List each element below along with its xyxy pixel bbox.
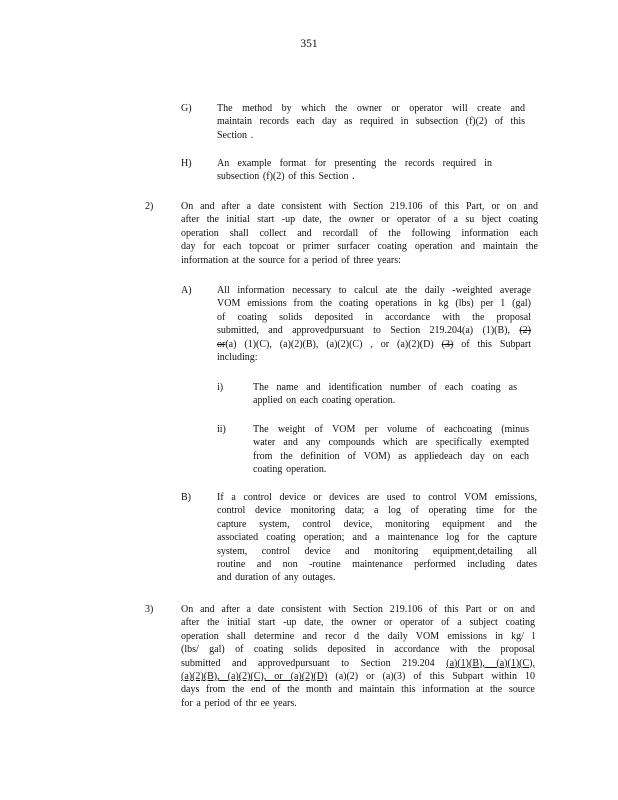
subitem-label-ii: ii) [217, 424, 226, 435]
text-segment: (a) (1)(C), (a)(2)(B), (a)(2)(C) , or (a)(2)(D) [225, 338, 434, 350]
text-line: water and any compounds which are specifically exempted [253, 437, 529, 449]
text-line: of coating solids deposited in accordance with the proposal [217, 311, 531, 323]
subitem-i-text [253, 381, 517, 408]
text-line: An example format for presenting the records required in [217, 158, 492, 169]
text-line: operation shall collect and recordall of the following information each [181, 227, 538, 239]
item-label-h: H) [181, 158, 192, 169]
paragraph-3-text [181, 603, 535, 710]
text-line: maintain records each day as required in subsection (f)(2) of this [217, 116, 525, 128]
text-segment: submitted and approvedpursuant to Section 219.204 [181, 657, 435, 669]
text-line: The weight of VOM per volume of eachcoating (minus [253, 424, 529, 435]
text-line: after the initial start -up date, the owner or operator of a subject coating [181, 617, 535, 629]
text-line: routine and non -routine maintenance performed including dates [217, 559, 537, 571]
text-line: system, control device and monitoring equipment,detailing all [217, 545, 537, 557]
text-line: information at the source for a period of three years: [181, 254, 401, 266]
text-line [217, 324, 531, 337]
struck-text: (2) [519, 325, 532, 337]
text-line: after the initial start -up date, the owner or operator of a su bject coating [181, 214, 538, 226]
text-line: If a control device or devices are used to control VOM emissions, [217, 492, 537, 503]
text-line: The name and identification number of each coating as [253, 382, 517, 393]
text-line: control device monitoring data; a log of operating time for the [217, 505, 537, 517]
text-line: associated coating operation; and a maintenance log for the capture [217, 532, 537, 544]
text-line: (lbs/ gal) of coating solids deposited in accordance with the proposal [181, 644, 535, 656]
text-line: including: [217, 352, 258, 364]
item-label-g: G) [181, 103, 192, 114]
item-h-text [217, 157, 492, 184]
underlined-text: (a)(1)(B), (a)(1)(C), [446, 657, 535, 669]
text-line: from the definition of VOM) as appliedeach day on each [253, 450, 529, 462]
item-g-text [217, 102, 525, 142]
paragraph-label-2: 2) [145, 201, 154, 212]
text-line: On and after a date consistent with Section 219.106 of this Part, or on and [181, 201, 538, 212]
struck-text: (3) [441, 338, 454, 350]
text-line: VOM emissions from the coating operations in kg (lbs) per 1 (gal) [217, 298, 531, 310]
underlined-text: (a)(2)(B), (a)(2)(C), or (a)(2)(D) [181, 671, 328, 683]
item-a-text [217, 284, 531, 364]
item-label-b: B) [181, 492, 191, 503]
page-number: 351 [300, 38, 318, 50]
text-line: days from the end of the month and maintain this information at the source [181, 684, 535, 696]
subitem-label-i: i) [217, 382, 224, 393]
text-line [181, 657, 535, 670]
item-label-a: A) [181, 285, 192, 296]
text-segment: (a)(2) or (a)(3) of this Subpart within 10 [335, 671, 535, 683]
paragraph-2-text [181, 200, 538, 267]
paragraph-label-3: 3) [145, 604, 154, 615]
struck-text: or [217, 338, 226, 350]
text-line: subsection (f)(2) of this Section . [217, 171, 355, 183]
text-line: All information necessary to calcul ate the daily -weighted average [217, 285, 531, 296]
subitem-ii-text [253, 423, 529, 477]
text-line [217, 338, 531, 351]
text-line: applied on each coating operation. [253, 395, 396, 407]
text-line: capture system, control device, monitoring equipment and the [217, 518, 537, 530]
text-line: for a period of thr ee years. [181, 697, 297, 709]
text-line: On and after a date consistent with Section 219.106 of this Part or on and [181, 604, 535, 615]
text-line: and duration of any outages. [217, 572, 336, 584]
text-line: Section . [217, 129, 254, 141]
text-line: coating operation. [253, 464, 327, 476]
item-b-text [217, 491, 537, 585]
text-line: The method by which the owner or operator will create and [217, 103, 525, 114]
text-segment: of this Subpart [461, 338, 531, 350]
text-line: operation shall determine and recor d the daily VOM emissions in kg/ l [181, 630, 535, 642]
text-line: day for each topcoat or primer surfacer coating operation and maintain the [181, 241, 538, 253]
text-line [181, 670, 535, 683]
text-segment: submitted, and approvedpursuant to Section 219.204(a) (1)(B), [217, 325, 510, 337]
